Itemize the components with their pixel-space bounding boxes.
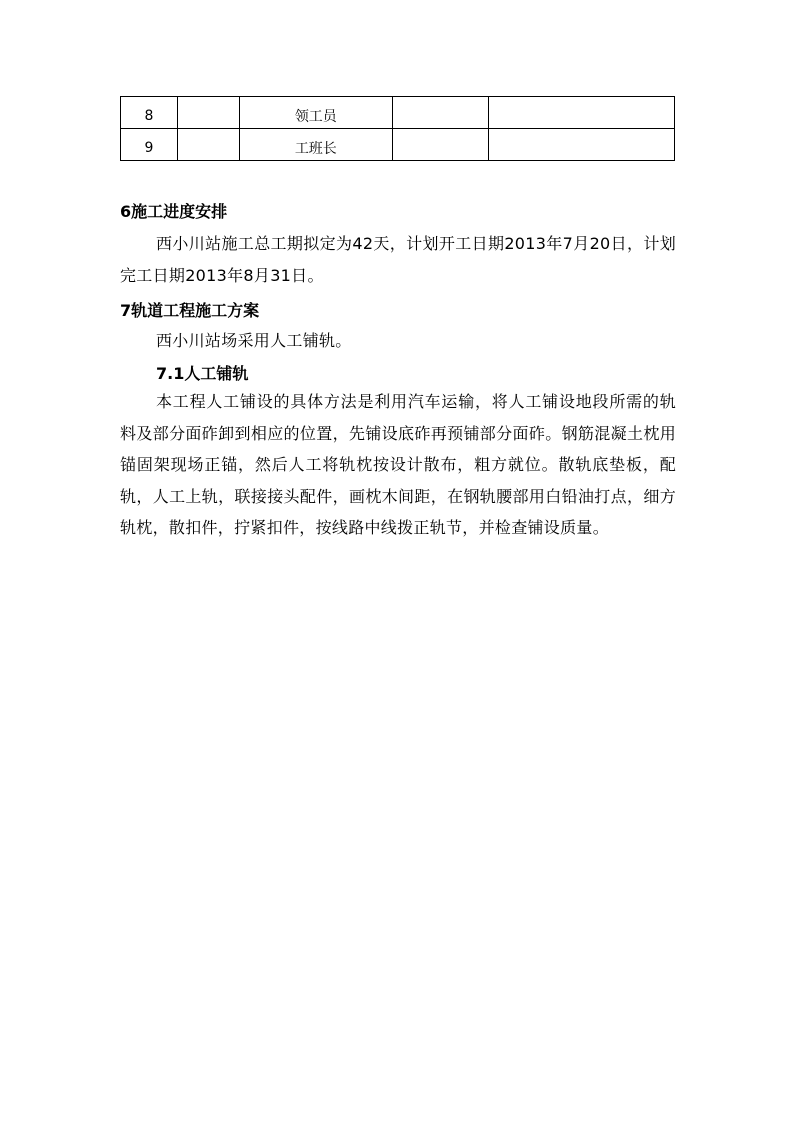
- role-label: 工班长: [294, 140, 337, 157]
- table-cell: [488, 129, 674, 161]
- section-7-1-paragraph: 本工程人工铺设的具体方法是利用汽车运输，将人工铺设地段所需的轨料及部分面砟卸到相应的位置，先铺设底砟再预铺部分面砟。钢筋混凝土枕用锚固架现场正锚，然后人工将轨枕按设计散布，粗方就位。散轨底垫板，配轨，人工上轨，联接接头配件，画枕木间距，在钢轨腰部用白铅油打点，细方轨枕，散扣件，拧紧扣件，按线路中线拨正轨节，并检查铺设质量。: [120, 392, 676, 537]
- table-row: [121, 129, 675, 161]
- row-number-cell: [121, 97, 178, 129]
- row-number: 8: [144, 107, 154, 124]
- role-cell: [239, 129, 392, 161]
- row-number-cell: [121, 129, 178, 161]
- table-cell: [488, 97, 674, 129]
- table-cell: [393, 129, 489, 161]
- table-cell: [177, 97, 239, 129]
- table-row: [121, 97, 675, 129]
- section-6-paragraph: 西小川站施工总工期拟定为42天，计划开工日期2013年7月20日，计划完工日期2013年8月31日。: [120, 234, 676, 285]
- staff-table: [120, 96, 675, 161]
- role-label: 领工员: [294, 108, 337, 125]
- section-7-intro: 西小川站场采用人工铺轨。: [156, 331, 352, 350]
- row-number: 9: [144, 139, 154, 156]
- table-cell: [177, 129, 239, 161]
- section-7-1-heading: 7.1人工铺轨: [156, 364, 249, 383]
- table-cell: [393, 97, 489, 129]
- role-cell: [239, 97, 392, 129]
- section-6-heading: 6施工进度安排: [120, 202, 228, 221]
- section-7-heading: 7轨道工程施工方案: [120, 301, 260, 320]
